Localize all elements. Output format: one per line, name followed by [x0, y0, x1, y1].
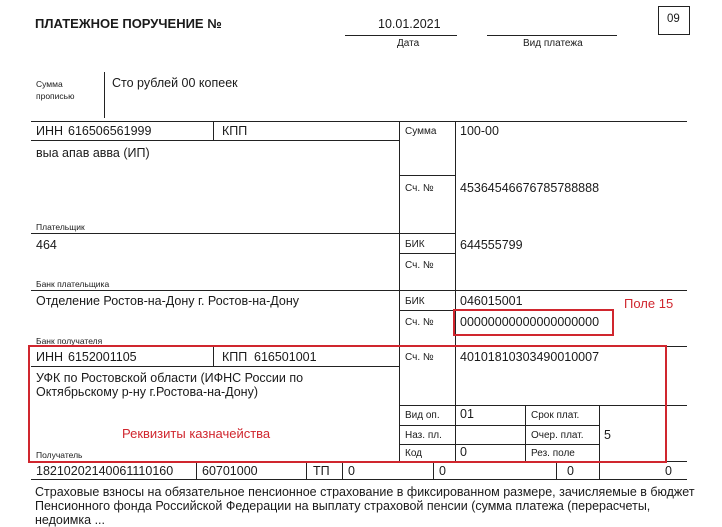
- grid-line: [213, 121, 214, 140]
- grid-line: [306, 461, 307, 479]
- grid-line: [599, 461, 600, 479]
- payer-bank-account-label: Сч. №: [405, 260, 434, 271]
- naz-pl-label: Наз. пл.: [405, 430, 442, 441]
- treasury-highlight: [28, 345, 667, 463]
- payer-inn-label: ИНН: [36, 124, 64, 138]
- grid-line: [31, 233, 455, 234]
- vid-op-label: Вид оп.: [405, 410, 440, 421]
- payer-account-label: Сч. №: [405, 183, 434, 194]
- payer-kpp-label: КПП: [222, 124, 248, 138]
- grid-line: [399, 253, 455, 254]
- amount-words-label-2: прописью: [36, 91, 75, 101]
- grid-line: [342, 461, 343, 479]
- form-code-box: [658, 6, 690, 35]
- payer-inn: 616506561999: [68, 124, 152, 138]
- form-code: 09: [667, 13, 680, 25]
- kod-label: Код: [405, 448, 423, 459]
- payer-sum-label: Сумма: [405, 126, 437, 137]
- payment-purpose: Страховые взносы на обязательное пенсионное страхование в фиксированном размере, зачисляемые в бюджет Пенсионного фонда Российской Федерации на выплату страховой пенсии (сумма платежа (перерасчеты, недоимка ...: [35, 485, 695, 527]
- payer-bank-bik-label: БИК: [405, 239, 425, 250]
- payment-type-caption: Вид платежа: [523, 38, 583, 49]
- payer-bank-caption: Банк плательщика: [36, 279, 110, 289]
- grid-line: [196, 461, 197, 479]
- recipient-name-line2: Октябрьскому р-ну г.Ростова-на-Дону): [36, 385, 258, 399]
- recipient-bank-bik-label: БИК: [405, 296, 425, 307]
- kod-value: 0: [460, 445, 467, 459]
- grid-line: [399, 175, 455, 176]
- recipient-kpp: 616501001: [254, 350, 317, 364]
- rez-label: Рез. поле: [531, 448, 575, 459]
- extra-field: 0: [665, 464, 672, 478]
- grid-line: [433, 461, 434, 479]
- date-value: 10.01.2021: [378, 17, 441, 31]
- field15-annotation: Поле 15: [624, 296, 674, 311]
- payer-bank-bik: 644555799: [460, 238, 523, 252]
- grid-line: [31, 121, 687, 122]
- recipient-kpp-label: КПП: [222, 350, 248, 364]
- grid-line: [31, 290, 687, 291]
- form-title: ПЛАТЕЖНОЕ ПОРУЧЕНИЕ №: [35, 16, 222, 31]
- grid-line: [31, 140, 399, 141]
- payment-basis: ТП: [313, 464, 330, 478]
- grid-line: [31, 479, 687, 480]
- recipient-bank-name: Отделение Ростов-на-Дону г. Ростов-на-Дону: [36, 294, 299, 308]
- kbk: 18210202140061110160: [36, 464, 174, 478]
- ocher-value: 5: [604, 428, 611, 442]
- doc-number: 0: [439, 464, 446, 478]
- recipient-bank-bik: 046015001: [460, 294, 523, 308]
- vid-op-value: 01: [460, 407, 474, 421]
- payer-name: выа апав авва (ИП): [36, 146, 150, 160]
- field15-highlight: [453, 309, 614, 336]
- amount-words-value: Сто рублей 00 копеек: [112, 76, 238, 90]
- recipient-bank-account: 00000000000000000000: [460, 315, 600, 329]
- recipient-inn-label: ИНН: [36, 350, 64, 364]
- grid-line: [556, 461, 557, 479]
- doc-date: 0: [567, 464, 574, 478]
- tax-period: 0: [348, 464, 355, 478]
- payer-account: 45364546676785788888: [460, 181, 600, 195]
- recipient-name-line1: УФК по Ростовской области (ИФНС России по: [36, 371, 304, 385]
- treasury-annotation: Реквизиты казначейства: [122, 426, 271, 441]
- payer-sum: 100-00: [460, 124, 499, 138]
- grid-line: [399, 310, 455, 311]
- date-underline: [345, 35, 457, 36]
- recipient-inn: 6152001105: [68, 350, 137, 364]
- oktmo: 60701000: [202, 464, 258, 478]
- srok-label: Срок плат.: [531, 410, 580, 421]
- recipient-caption: Получатель: [36, 450, 83, 460]
- recipient-account: 40101810303490010007: [460, 350, 600, 364]
- recipient-bank-caption: Банк получателя: [36, 336, 103, 346]
- recipient-bank-account-label: Сч. №: [405, 317, 434, 328]
- ocher-label: Очер. плат.: [531, 430, 584, 441]
- payer-caption: Плательщик: [36, 222, 85, 232]
- payment-type-underline: [487, 35, 617, 36]
- amount-words-label: Сумма: [36, 79, 63, 89]
- recipient-account-label: Сч. №: [405, 352, 434, 363]
- payer-bank-name: 464: [36, 238, 57, 252]
- divider: [104, 72, 105, 118]
- date-caption: Дата: [397, 38, 420, 49]
